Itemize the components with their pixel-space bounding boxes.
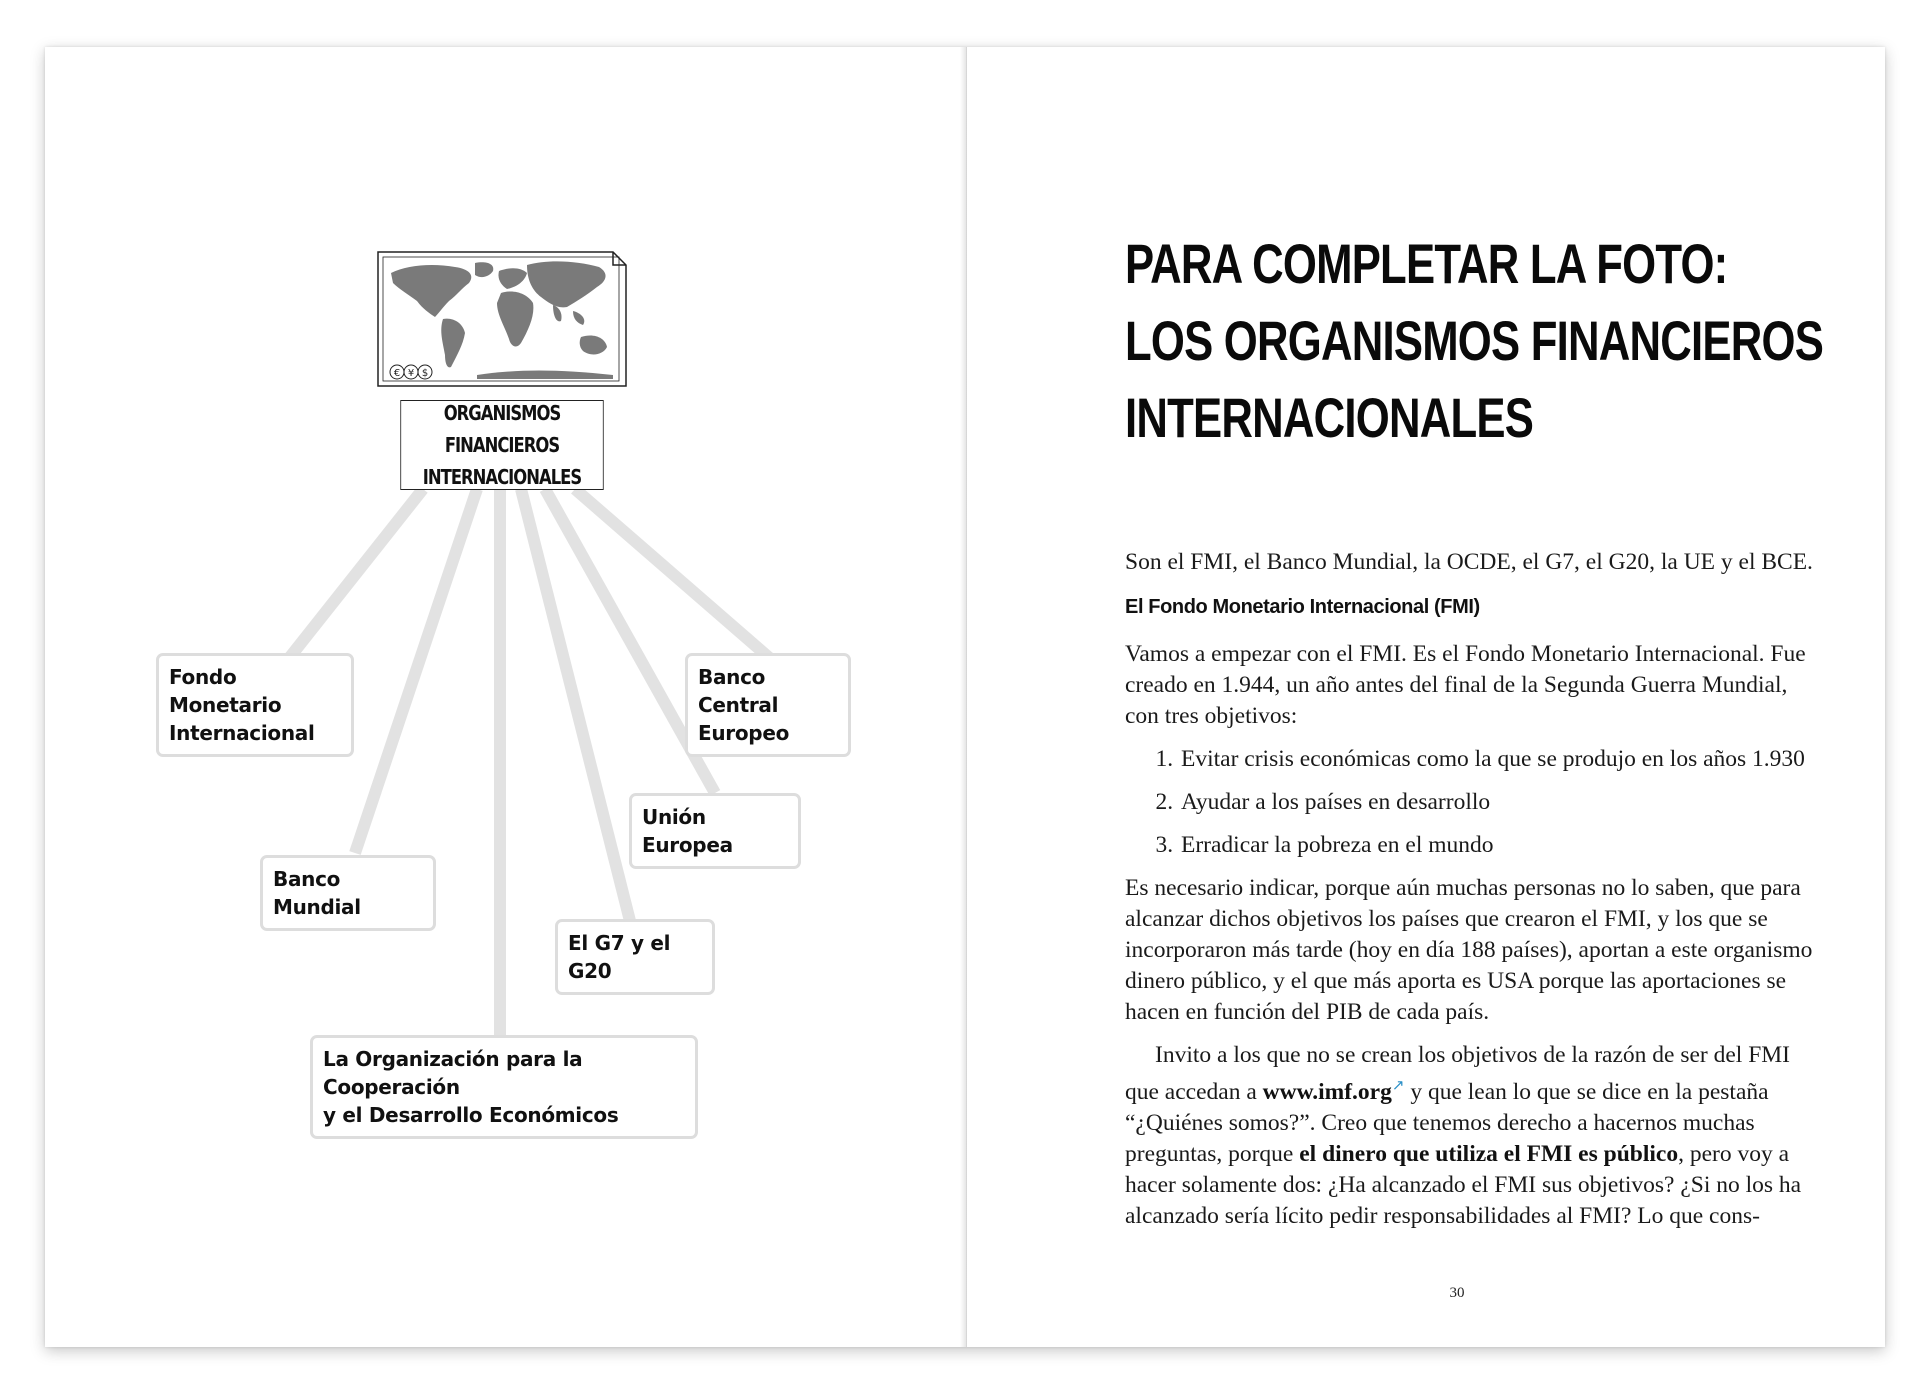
invitation-bold-text: el dinero que utiliza el FMI es público <box>1299 1140 1679 1167</box>
invitation-text-1: Invito a los que no se crean los objetivos de la razón de ser del FMI que accedan a <box>1125 1042 1790 1105</box>
invitation-text-3: , pero voy a hacer solamente dos: ¿Ha alcanzado el FMI sus objetivos? ¿Si no los ha alcanzado sería lícito pedir responsabilidades al FMI? Lo que cons- <box>1125 1140 1802 1229</box>
section-subheading: El Fondo Monetario Internacional (FMI) <box>1125 596 1480 618</box>
central-topic-line2: INTERNACIONALES <box>422 465 582 489</box>
imf-link[interactable]: www.imf.org <box>1262 1078 1392 1105</box>
node-bce-line1: Banco Central <box>698 665 779 717</box>
node-ue <box>629 793 801 869</box>
node-g7-g20-label: El G7 y el G20 <box>568 931 671 983</box>
node-banco-mundial <box>260 855 436 931</box>
node-fmi-line2: Internacional <box>169 721 315 745</box>
connector-bce <box>575 489 773 661</box>
node-banco-mundial-label: Banco Mundial <box>273 867 361 919</box>
page-number: 30 <box>1449 1285 1465 1301</box>
central-topic-box <box>400 400 603 490</box>
objective-item: 1. Evitar crisis económicas como la que se produjo en los años 1.930 <box>1179 744 1825 775</box>
world-map-icon <box>377 251 627 387</box>
objective-item: 3. Erradicar la pobreza en el mundo <box>1179 830 1825 861</box>
node-ue-label: Unión Europea <box>642 805 733 857</box>
node-g7-g20 <box>555 919 715 995</box>
yen-symbol: ¥ <box>407 368 415 379</box>
paragraph-invitation <box>1125 1040 1825 1232</box>
node-ocde <box>310 1035 698 1139</box>
invitation-text-2: y que lean lo que se dice en la pestaña “¿Quiénes somos?”. Creo que tenemos derecho a hacernos muchas preguntas, porque <box>1125 1078 1769 1167</box>
dollar-symbol: $ <box>421 368 429 379</box>
chapter-title-line2: LOS ORGANISMOS FINANCIEROS <box>1125 309 1824 372</box>
left-page <box>45 47 967 1347</box>
euro-symbol: € <box>393 368 401 379</box>
node-fmi-line1: Fondo Monetario <box>169 665 282 717</box>
node-bce <box>685 653 851 757</box>
body-text <box>1125 547 1825 1244</box>
book-spread <box>45 47 1885 1347</box>
chapter-title-line1: PARA COMPLETAR LA FOTO: <box>1125 232 1728 295</box>
node-ocde-line1: La Organización para la Cooperación <box>323 1047 583 1099</box>
central-topic-line1: ORGANISMOS FINANCIEROS <box>443 401 561 457</box>
node-fmi <box>156 653 354 757</box>
paragraph-fmi-origin: Vamos a empezar con el FMI. Es el Fondo Monetario Internacional. Fue creado en 1.944, un año antes del final de la Segunda Guerra Mundial, con tres objetivos: <box>1125 641 1806 729</box>
intro-paragraph: Son el FMI, el Banco Mundial, la OCDE, el G7, el G20, la UE y el BCE. <box>1125 549 1813 575</box>
right-page <box>967 47 1885 1347</box>
paragraph-funding: Es necesario indicar, porque aún muchas personas no lo saben, que para alcanzar dichos objetivos los países que crearon el FMI, y los que se incorporaron más tarde (hoy en día 188 países), aportan a este organismo dinero público, y el que más aporta es USA porque las aportaciones se hacen en función del PIB de cada país. <box>1125 875 1813 1025</box>
node-ocde-line2: y el Desarrollo Económicos <box>323 1103 619 1127</box>
external-link-icon[interactable]: ↗ <box>1391 1078 1405 1094</box>
chapter-title <box>1125 225 1824 456</box>
node-bce-line2: Europeo <box>698 721 790 745</box>
connector-fmi <box>290 489 423 657</box>
chapter-title-line3: INTERNACIONALES <box>1125 386 1534 449</box>
objectives-list <box>1125 744 1825 861</box>
objective-item: 2. Ayudar a los países en desarrollo <box>1179 787 1825 818</box>
